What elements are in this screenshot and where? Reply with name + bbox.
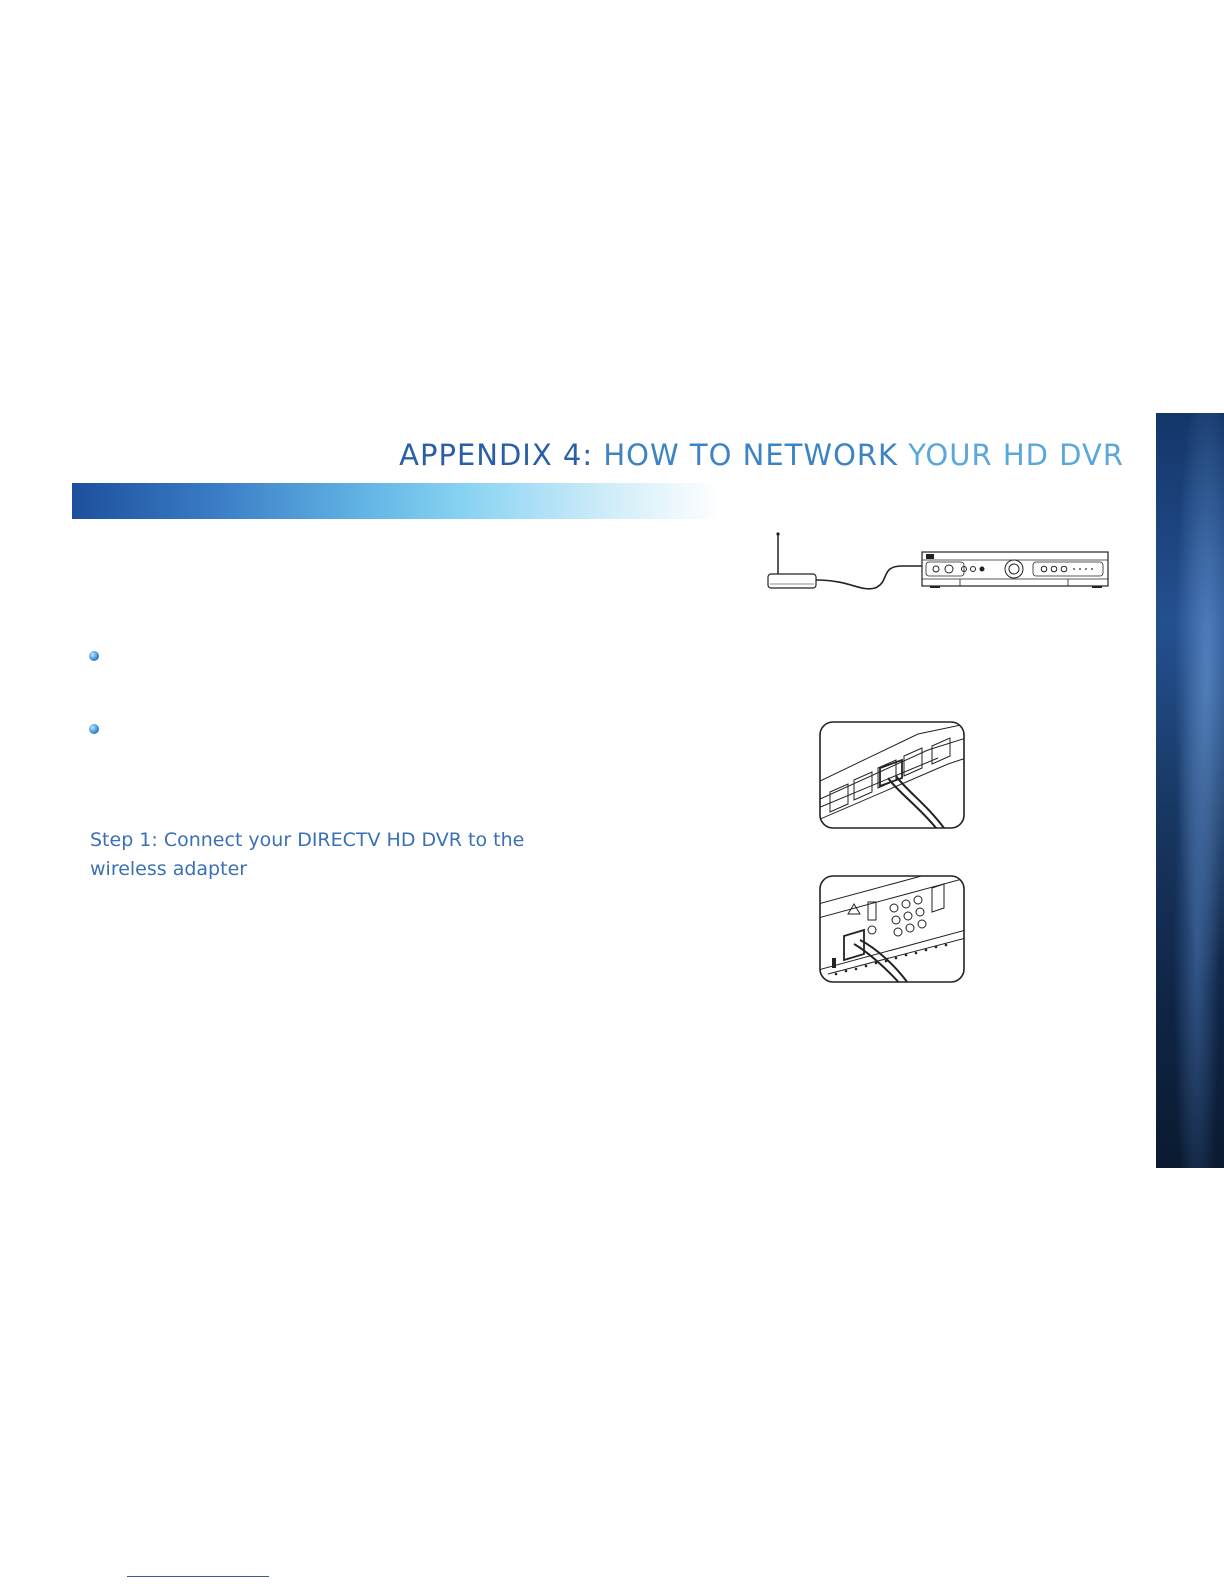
footer-link-underline — [127, 1576, 269, 1577]
title-part-1: APPENDIX 4: — [399, 438, 604, 472]
ethernet-cable — [816, 566, 922, 589]
title-banner — [72, 483, 720, 519]
page-title — [399, 438, 1124, 472]
title-part-3: YOUR HD DVR — [908, 438, 1124, 472]
step-1-heading: Step 1: Connect your DIRECTV HD DVR to the wireless adapter — [90, 829, 525, 880]
adapter-dvr-diagram — [760, 530, 1120, 598]
title-part-2: HOW TO NETWORK — [603, 438, 909, 472]
wireless-adapter — [768, 574, 816, 588]
dvr-port-closeup — [818, 874, 968, 986]
bullet-icon — [89, 724, 99, 734]
side-tab — [1156, 413, 1224, 1168]
bullet-icon — [89, 651, 99, 661]
adapter-port-closeup — [818, 720, 968, 832]
